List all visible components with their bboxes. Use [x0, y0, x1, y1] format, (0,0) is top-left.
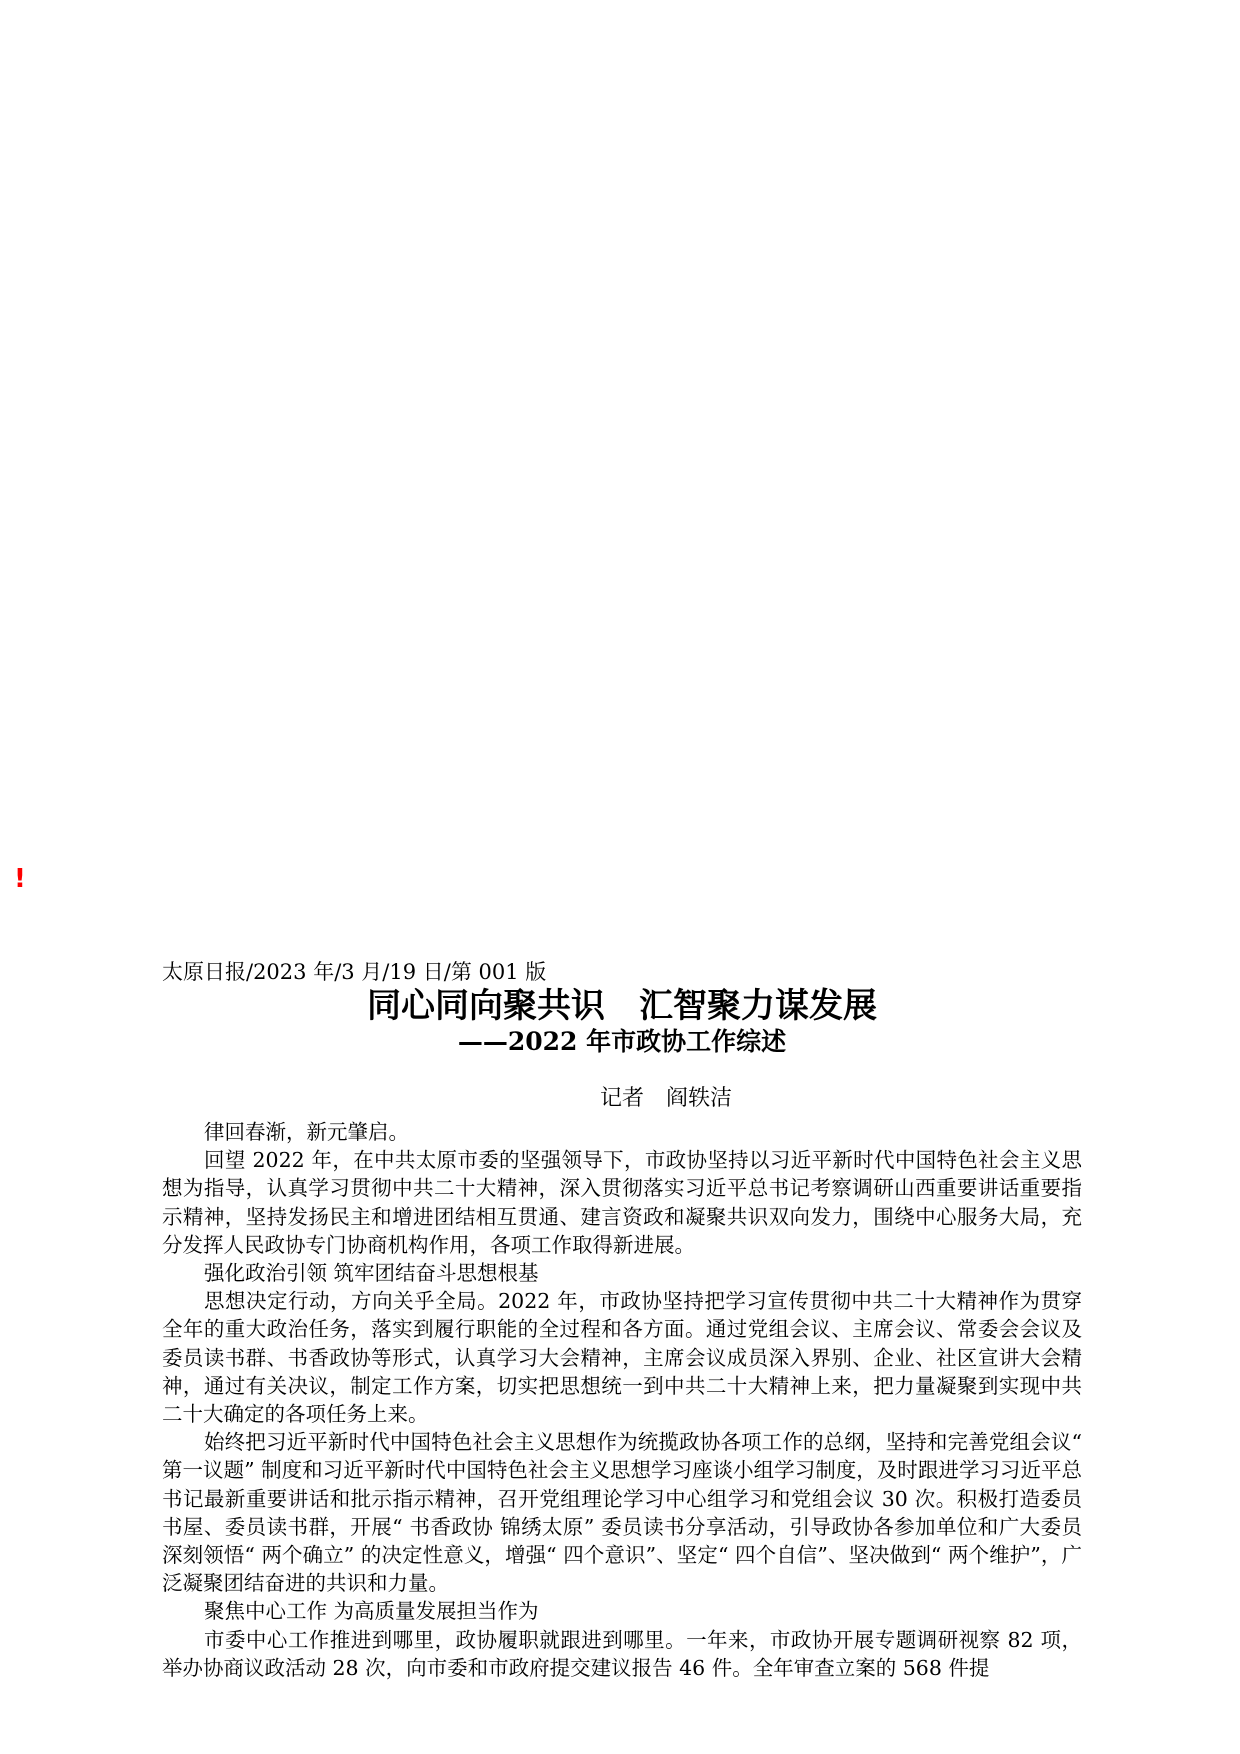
article-subtitle: ——2022 年市政协工作综述	[457, 1027, 787, 1056]
exclamation-marker: !	[14, 864, 26, 894]
body-paragraph: 思想决定行动，方向关乎全局。2022 年，市政协坚持把学习宣传贯彻中共二十大精神作为贯穿全年的重大政治任务，落实到履行职能的全过程和各方面。通过党组会议、主席会议、常委会会议及委员读书群、书香政协等形式，认真学习大会精神，主席会议成员深入界别、企业、社区宣讲大会精神，通过有关决议，制定工作方案，切实把思想统一到中共二十大精神上来，把力量凝聚到实现中共二十大确定的各项任务上来。	[162, 1289, 1082, 1427]
section-heading: 聚焦中心工作 为高质量发展担当作为	[204, 1599, 539, 1624]
source-line: 太原日报/2023 年/3 月/19 日/第 001 版	[162, 960, 547, 984]
body-paragraph: 市委中心工作推进到哪里，政协履职就跟进到哪里。一年来，市政协开展专题调研视察 82 项，举办协商议政活动 28 次，向市委和市政府提交建议报告 46 件。全年审查立案的 568 件提	[162, 1627, 1082, 1680]
article-body	[162, 1118, 1082, 1682]
section-heading: 强化政治引领 筑牢团结奋斗思想根基	[204, 1261, 539, 1286]
byline: 记者 阎轶洁	[599, 1086, 732, 1111]
article	[162, 958, 1082, 1682]
article-title: 同心同向聚共识 汇智聚力谋发展	[367, 986, 877, 1026]
body-paragraph: 回望 2022 年，在中共太原市委的坚强领导下，市政协坚持以习近平新时代中国特色社会主义思想为指导，认真学习贯彻中共二十大精神，深入贯彻落实习近平总书记考察调研山西重要讲话重要指示精神，坚持发扬民主和增进团结相互贯通、建言资政和凝聚共识双向发力，围绕中心服务大局，充分发挥人民政协专门协商机构作用，各项工作取得新进展。	[162, 1148, 1082, 1257]
body-paragraph: 律回春渐，新元肇启。	[204, 1120, 409, 1144]
body-paragraph: 始终把习近平新时代中国特色社会主义思想作为统揽政协各项工作的总纲，坚持和完善党组会议“ 第一议题” 制度和习近平新时代中国特色社会主义思想学习座谈小组学习制度，及时跟进学习习近平总书记最新重要讲话和批示指示精神，召开党组理论学习中心组学习和党组会议 30 次。积极打造委员书屋、委员读书群，开展“ 书香政协 锦绣太原” 委员读书分享活动，引导政协各参加单位和广大委员深刻领悟“ 两个确立” 的决定性意义，增强“ 四个意识”、坚定“ 四个自信”、坚决做到“ 两个维护”，广泛凝聚团结奋进的共识和力量。	[162, 1430, 1082, 1596]
